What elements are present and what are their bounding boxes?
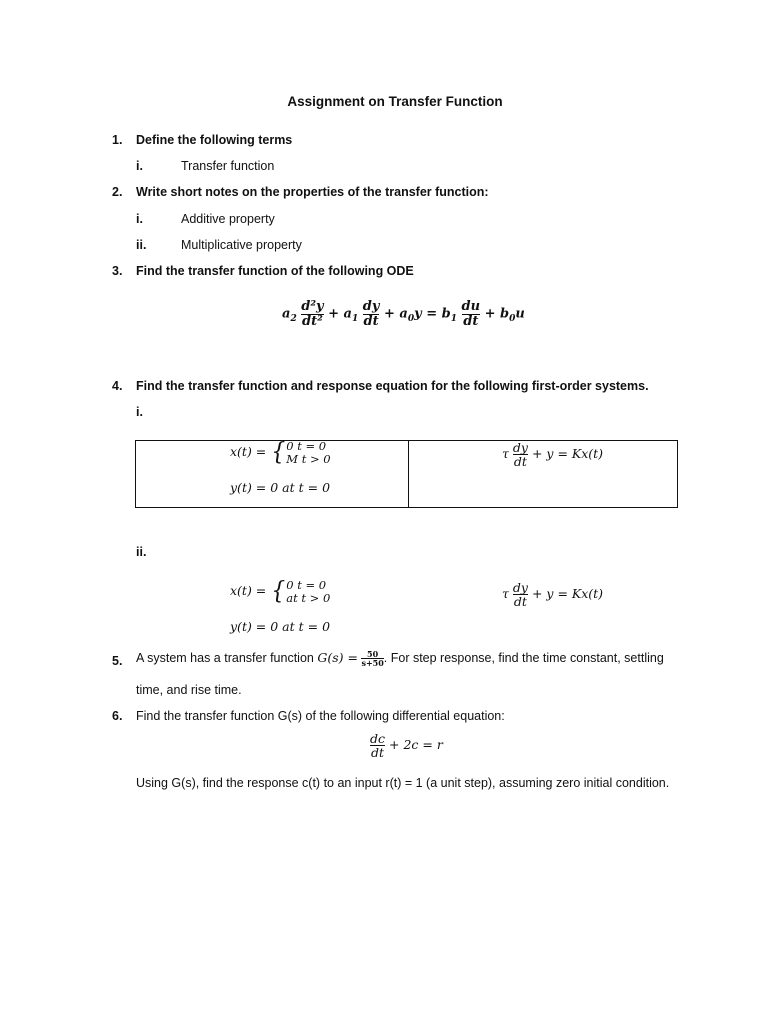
question-1-item-i-text: Transfer function [181, 159, 275, 173]
part-ii-xt-definition: x(t) = { 0 t = 0 at t > 0 [230, 577, 331, 606]
question-2-text: Write short notes on the properties of the transfer function: [136, 185, 489, 199]
question-4-part-i-roman: i. [136, 405, 143, 419]
question-4-part-ii-roman: ii. [136, 545, 147, 559]
ode-equation: $a_2$ $\frac{\text{d²y}}{\text{dt²}}$ + $a_1$ $\frac{dy}{dt}$ + $a_0y = b_1$ $\frac{du}{dt}$ + $b_0u$ [282, 299, 525, 329]
question-2-item-ii-roman: ii. [136, 238, 147, 252]
part-ii-differential-equation: τ $\frac{dy}{dt}$ + y = Kx(t) [502, 580, 604, 610]
question-4-text: Find the transfer function and response equation for the following first-order systems. [136, 379, 649, 393]
question-2-item-ii-text: Multiplicative property [181, 238, 302, 252]
question-1-text: Define the following terms [136, 133, 293, 147]
question-3-number: 3. [112, 264, 123, 278]
question-1-item-i-roman: i. [136, 159, 143, 173]
question-6-number: 6. [112, 709, 123, 723]
part-i-differential-equation: τ $\frac{dy}{dt}$ + y = Kx(t) [502, 440, 604, 470]
part-i-xt-definition: x(t) = { 0 t = 0 M t > 0 [230, 438, 331, 467]
question-6-equation: $\frac{dc}{dt}$ + 2c = r [370, 731, 443, 761]
question-5-number: 5. [112, 654, 123, 668]
question-5-text: A system has a transfer function G(s) = $\frac{50}{s+50}$ . For step response, find the time constant, settling [136, 649, 664, 669]
part-ii-yt-condition: y(t) = 0 at t = 0 [230, 619, 331, 634]
question-2-item-i-roman: i. [136, 212, 143, 226]
question-4-number: 4. [112, 379, 123, 393]
question-6-using-text: Using G(s), find the response c(t) to an input r(t) = 1 (a unit step), assuming zero initial condition. [136, 776, 670, 790]
question-3-text: Find the transfer function of the following ODE [136, 264, 414, 278]
part-i-yt-condition: y(t) = 0 at t = 0 [230, 480, 331, 495]
question-5-text-line2: time, and rise time. [136, 683, 242, 697]
page-title: Assignment on Transfer Function [287, 94, 503, 109]
question-2-item-i-text: Additive property [181, 212, 275, 226]
question-1-number: 1. [112, 133, 123, 147]
question-2-number: 2. [112, 185, 123, 199]
question-6-text: Find the transfer function G(s) of the following differential equation: [136, 709, 505, 723]
